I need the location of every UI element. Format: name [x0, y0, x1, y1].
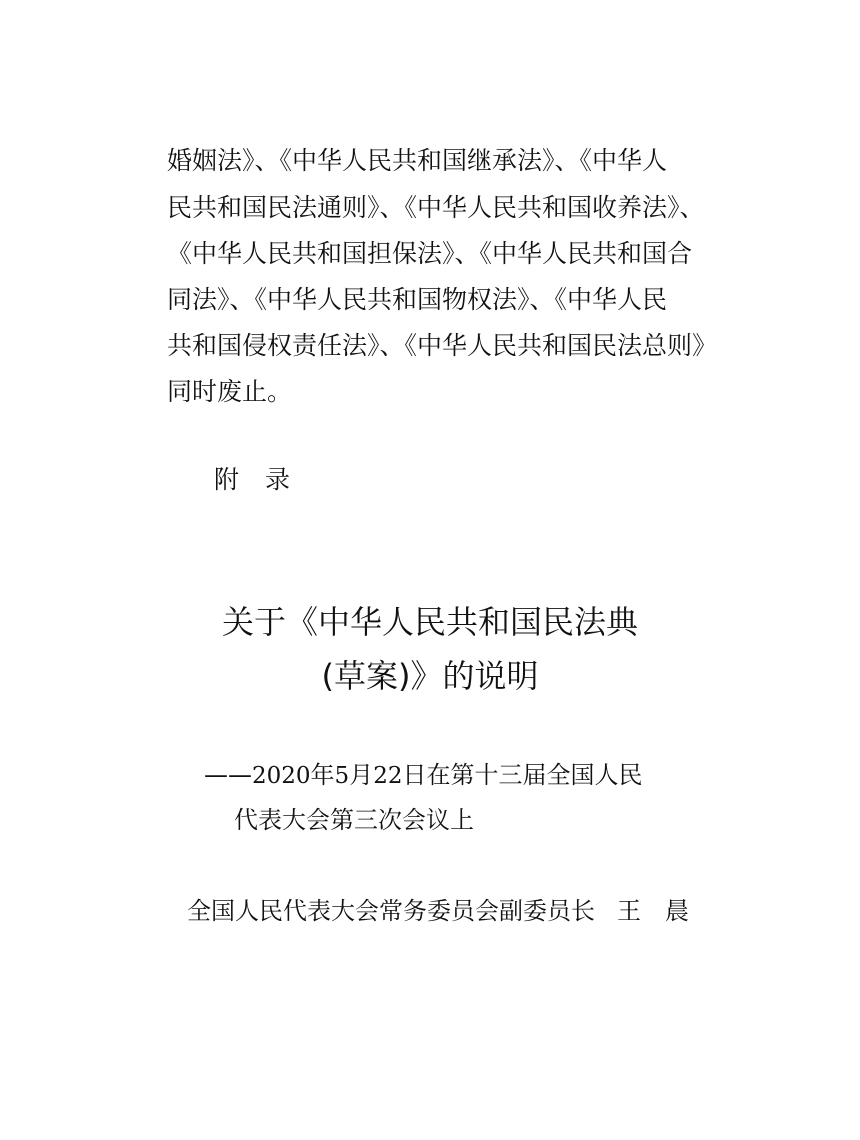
subtitle-line-1-rest: 日在第十三届全国人民 — [402, 761, 643, 789]
body-text-line-2: 民共和国民法通则》、《中华人民共和国收养法》、 — [167, 193, 705, 222]
body-text-line-1: 婚姻法》、《中华人民共和国继承法》、《中华人 — [167, 146, 668, 175]
body-text-line-3: 《中华人民共和国担保法》、《中华人民共和国合 — [167, 239, 693, 268]
subtitle-month: 5 — [334, 763, 350, 789]
author-position: 全国人民代表大会常务委员会副委员长 — [187, 897, 595, 925]
appendix-char-2: 录 — [265, 465, 291, 494]
author-line — [187, 896, 689, 926]
body-text-line-5: 共和国侵权责任法》、《中华人民共和国民法总则》 — [167, 331, 718, 360]
subtitle-month-unit: 月 — [349, 761, 374, 789]
appendix-char-1: 附 — [214, 465, 240, 494]
subtitle-dash: —— — [204, 761, 252, 789]
subtitle-line-2: 代表大会第三次会议上 — [234, 806, 474, 834]
subtitle-line-1 — [204, 760, 642, 791]
subtitle-year: 2020 — [252, 763, 311, 789]
subtitle-day: 22 — [373, 763, 403, 789]
author-name-char-2: 晨 — [665, 897, 689, 925]
body-text-line-4: 同法》、《中华人民共和国物权法》、《中华人民 — [167, 285, 668, 314]
document-title-line-1: 关于《中华人民共和国民法典 — [221, 603, 638, 641]
document-title-line-2: (草案)》的说明 — [321, 657, 539, 695]
body-text-line-6: 同时废止。 — [167, 377, 293, 406]
subtitle-year-unit: 年 — [310, 761, 335, 789]
appendix-heading — [214, 465, 290, 495]
author-name-char-1: 王 — [617, 897, 641, 925]
